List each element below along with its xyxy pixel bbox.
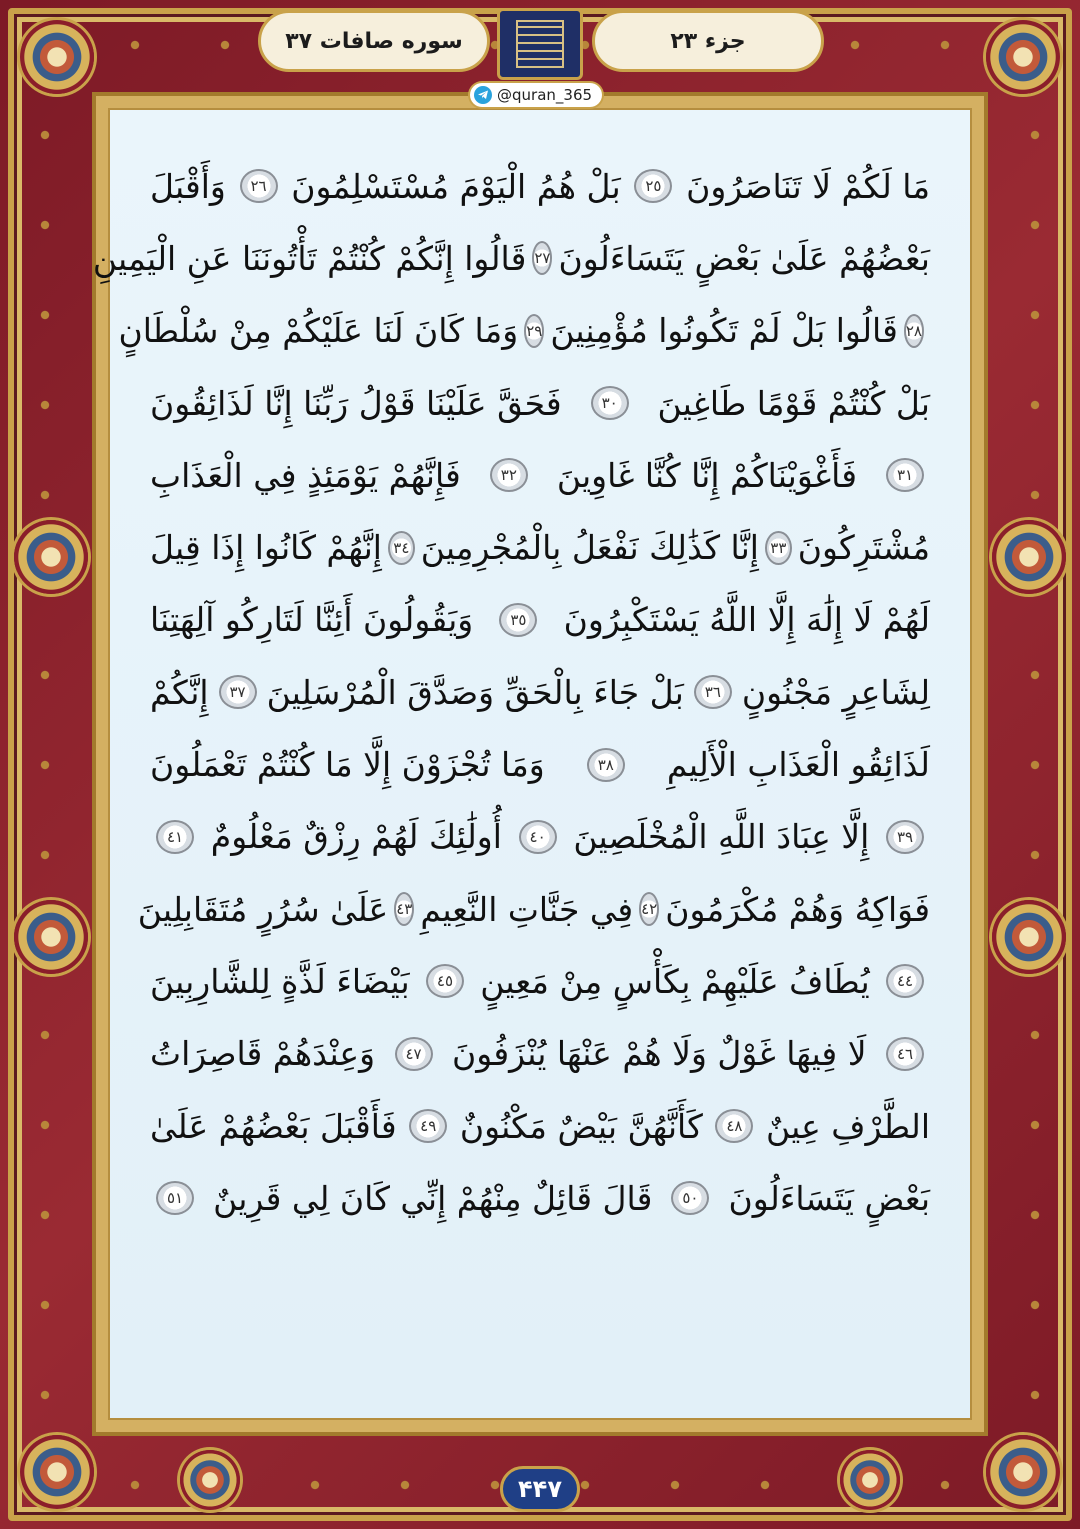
page-number: ۴۴۷: [500, 1466, 580, 1512]
verse-text: فَإِنَّهُمْ يَوْمَئِذٍ فِي الْعَذَابِ: [150, 455, 461, 495]
verse-line: [150, 584, 930, 656]
juz-label: جزء ۲۳: [592, 10, 824, 72]
verse-text: لَهُمْ لَا إِلَٰهَ إِلَّا اللَّهُ يَسْتَكْبِرُونَ: [563, 600, 930, 640]
ayah-number-marker: ٤١: [156, 820, 194, 854]
ayah-number-marker: ٤٠: [519, 820, 557, 854]
ayah-number-marker: ٣٤: [388, 531, 415, 565]
bottom-medallion-right: [840, 1450, 900, 1510]
ayah-number-marker: ٤٥: [426, 964, 464, 998]
ayah-number-marker: ٤٢: [639, 892, 659, 926]
ayah-number-marker: ٣٥: [499, 603, 537, 637]
verse-text: وَيَقُولُونَ أَئِنَّا لَتَارِكُو آلِهَتِنَا: [150, 600, 474, 640]
verse-text: يُطَافُ عَلَيْهِمْ بِكَأْسٍ مِنْ مَعِينٍ: [480, 961, 870, 1001]
ayah-number-marker: ٢٨: [904, 314, 924, 348]
verse-text: لَا فِيهَا غَوْلٌ وَلَا هُمْ عَنْهَا يُنْزَفُونَ: [452, 1034, 867, 1074]
corner-medallion-top-left: [20, 20, 94, 94]
verse-line: [150, 1090, 930, 1162]
ayah-number-marker: ٤٨: [715, 1109, 753, 1143]
ayah-number-marker: ٣٣: [765, 531, 792, 565]
channel-handle[interactable]: [470, 83, 602, 107]
verse-text: لَذَائِقُو الْعَذَابِ الْأَلِيمِ: [666, 745, 930, 785]
verse-text: فَوَاكِهُ وَهُمْ مُكْرَمُونَ: [665, 889, 930, 929]
verse-lines: [92, 150, 930, 1380]
ayah-number-marker: ٣٠: [591, 386, 629, 420]
verse-text: إِنَّكُمْ: [150, 672, 209, 712]
surah-label: سوره صافات ۳۷: [258, 10, 490, 72]
side-medallion-left: [14, 520, 88, 594]
corner-medallion-bottom-right: [986, 1435, 1060, 1509]
verse-text: وَمَا تُجْزَوْنَ إِلَّا مَا كُنْتُمْ تَعْمَلُونَ: [150, 745, 545, 785]
ayah-number-marker: ٣٧: [219, 675, 257, 709]
verse-line: [150, 150, 930, 222]
ayah-number-marker: ٤٤: [886, 964, 924, 998]
ayah-number-marker: ٢٥: [634, 169, 672, 203]
kufic-emblem-icon: [497, 8, 583, 80]
verse-text: أُولَٰئِكَ لَهُمْ رِزْقٌ مَعْلُومٌ: [210, 817, 502, 857]
verse-text: كَأَنَّهُنَّ بَيْضٌ مَكْنُونٌ: [459, 1106, 703, 1146]
verse-text: وَمَا كَانَ لَنَا عَلَيْكُمْ مِنْ سُلْطَانٍ: [118, 311, 519, 351]
ayah-number-marker: ٣٢: [490, 458, 528, 492]
verse-line: [150, 728, 930, 800]
corner-medallion-bottom-left: [20, 1435, 94, 1509]
side-medallion-left-2: [14, 900, 88, 974]
ayah-number-marker: ٣٦: [694, 675, 732, 709]
ayah-number-marker: ٣٩: [886, 820, 924, 854]
verse-text: بَعْضٍ يَتَسَاءَلُونَ: [728, 1178, 930, 1218]
verse-text: فِي جَنَّاتِ النَّعِيمِ: [420, 889, 634, 929]
verse-line: [150, 1018, 930, 1090]
verse-text: قَالُوا إِنَّكُمْ كُنْتُمْ تَأْتُونَنَا عَنِ الْيَمِينِ: [92, 238, 527, 278]
verse-line: [150, 656, 930, 728]
ayah-number-marker: ٣١: [886, 458, 924, 492]
ayah-number-marker: ٤٣: [394, 892, 414, 926]
verse-text: قَالُوا بَلْ لَمْ تَكُونُوا مُؤْمِنِينَ: [550, 311, 898, 351]
handle-text: @quran_365: [497, 86, 593, 104]
ayah-number-marker: ٢٦: [240, 169, 278, 203]
verse-text: بَلْ جَاءَ بِالْحَقِّ وَصَدَّقَ الْمُرْسَلِينَ: [266, 672, 684, 712]
verse-text: إِنَّهُمْ كَانُوا إِذَا قِيلَ: [150, 528, 382, 568]
ayah-number-marker: ٢٧: [532, 241, 552, 275]
verse-text: مُشْتَرِكُونَ: [797, 528, 930, 568]
verse-text: الطَّرْفِ عِينٌ: [766, 1106, 930, 1146]
verse-line: [150, 945, 930, 1017]
verse-text: إِلَّا عِبَادَ اللَّهِ الْمُخْلَصِينَ: [573, 817, 870, 857]
verse-text: بَيْضَاءَ لَذَّةٍ لِلشَّارِبِينَ: [150, 961, 410, 1001]
verse-text: لِشَاعِرٍ مَجْنُونٍ: [741, 672, 930, 712]
telegram-icon: [474, 86, 492, 104]
verse-text: فَأَغْوَيْنَاكُمْ إِنَّا كُنَّا غَاوِينَ: [556, 455, 857, 495]
verse-text: وَعِنْدَهُمْ قَاصِرَاتُ: [150, 1034, 376, 1074]
verse-text: بَلْ كُنْتُمْ قَوْمًا طَاغِينَ: [657, 383, 930, 423]
verse-line: [150, 1162, 930, 1234]
verse-line: [118, 295, 930, 367]
verse-text: فَأَقْبَلَ بَعْضُهُمْ عَلَىٰ: [150, 1106, 397, 1146]
corner-medallion-top-right: [986, 20, 1060, 94]
verse-line: [150, 801, 930, 873]
ayah-number-marker: ٤٧: [395, 1037, 433, 1071]
verse-line: [137, 873, 930, 945]
verse-text: إِنَّا كَذَٰلِكَ نَفْعَلُ بِالْمُجْرِمِينَ: [420, 528, 759, 568]
verse-text: مَا لَكُمْ لَا تَنَاصَرُونَ: [686, 166, 930, 206]
ayah-number-marker: ٤٦: [886, 1037, 924, 1071]
verse-line: [150, 367, 930, 439]
verse-text: بَلْ هُمُ الْيَوْمَ مُسْتَسْلِمُونَ: [291, 166, 621, 206]
verse-line: [92, 222, 930, 294]
verse-line: [150, 439, 930, 511]
verse-text: قَالَ قَائِلٌ مِنْهُمْ إِنِّي كَانَ لِي قَرِينٌ: [213, 1178, 653, 1218]
ayah-number-marker: ٤٩: [409, 1109, 447, 1143]
ayah-number-marker: ٥٠: [671, 1181, 709, 1215]
side-medallion-right-2: [992, 900, 1066, 974]
verse-text: بَعْضُهُمْ عَلَىٰ بَعْضٍ يَتَسَاءَلُونَ: [558, 238, 930, 278]
verse-text: عَلَىٰ سُرُرٍ مُتَقَابِلِينَ: [137, 889, 389, 929]
side-medallion-right: [992, 520, 1066, 594]
ayah-number-marker: ٢٩: [524, 314, 544, 348]
verse-text: وَأَقْبَلَ: [150, 166, 226, 206]
verse-line: [150, 511, 930, 583]
ayah-number-marker: ٥١: [156, 1181, 194, 1215]
ayah-number-marker: ٣٨: [587, 748, 625, 782]
bottom-medallion-left: [180, 1450, 240, 1510]
verse-text: فَحَقَّ عَلَيْنَا قَوْلُ رَبِّنَا إِنَّا لَذَائِقُونَ: [150, 383, 562, 423]
